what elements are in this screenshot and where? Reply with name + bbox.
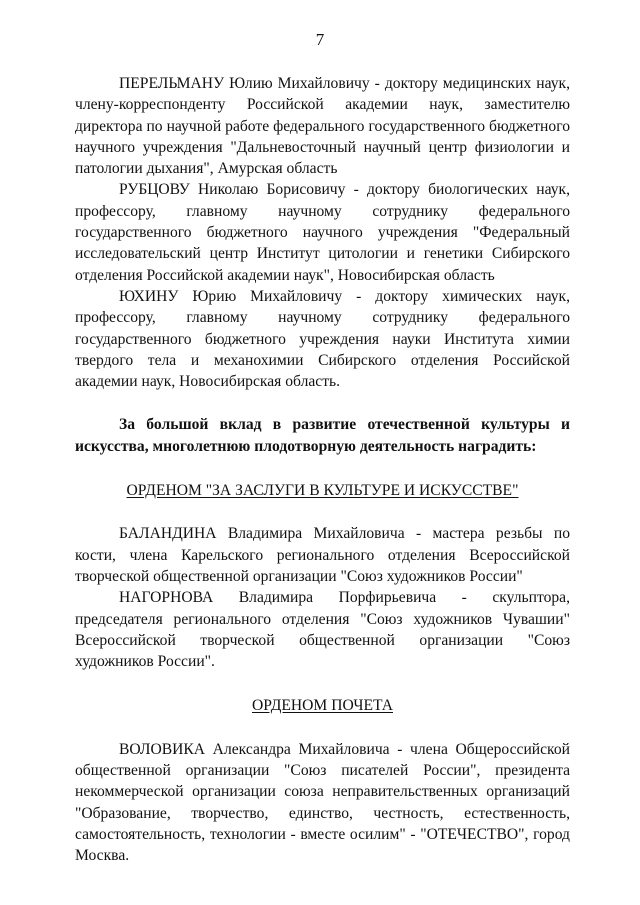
lead-paragraph: За большой вклад в развитие отечественной культуры и искусства, многолетнюю плодотворную деятельность наградить:	[75, 416, 570, 455]
award-paragraph-nagornov: НАГОРНОВА Владимира Порфирьевича - скульптора, председателя регионального отделения "Союз художников Чувашии" Всероссийской творческой общественной организации "Союз художников России".	[75, 589, 570, 671]
award-paragraph-yukhin: ЮХИНУ Юрию Михайловичу - доктору химических наук, профессору, главному научному сотруднику федерального государственного бюджетного учреждения науки Института химии твердого тела и механохимии Сибирского отделения Российской академии наук, Новосибирская область.	[75, 287, 570, 391]
document-body	[75, 73, 570, 867]
award-paragraph-rubtsov: РУБЦОВУ Николаю Борисовичу - доктору биологических наук, профессору, главному научному сотруднику федерального государственного бюджетного научного учреждения "Федеральный исследовательский центр Институт цитологии и генетики Сибирского отделения Российской академии наук", Новосибирская область	[75, 181, 570, 284]
order-culture-heading	[75, 480, 570, 501]
order-culture-heading-text: ОРДЕНОМ "ЗА ЗАСЛУГИ В КУЛЬТУРЕ И ИСКУССТВЕ"	[126, 482, 519, 500]
order-honor-heading-text: ОРДЕНОМ ПОЧЕТА	[251, 697, 393, 715]
order-honor-heading	[75, 695, 570, 716]
award-paragraph-volovik: ВОЛОВИКА Александра Михайловича - члена Общероссийской общественной организации "Союз писателей России", президента некоммерческой организации союза неправительственных организаций "Образование, творчество, единство, честность, естественность, самостоятельность, технологии - вместе осилим" - "ОТЕЧЕСТВО", город Москва.	[75, 740, 570, 865]
page-number: 7	[315, 30, 325, 49]
award-paragraph-balandin: БАЛАНДИНА Владимира Михайловича - мастера резьбы по кости, члена Карельского регионального отделения Всероссийской творческой общественной организации "Союз художников России"	[75, 525, 570, 585]
award-paragraph-perelman: ПЕРЕЛЬМАНУ Юлию Михайловичу - доктору медицинских наук, члену-корреспонденту Российской академии наук, заместителю директора по научной работе федерального государственного бюджетного научного учреждения "Дальневосточный научный центр физиологии и патологии дыхания", Амурская область	[75, 75, 570, 178]
